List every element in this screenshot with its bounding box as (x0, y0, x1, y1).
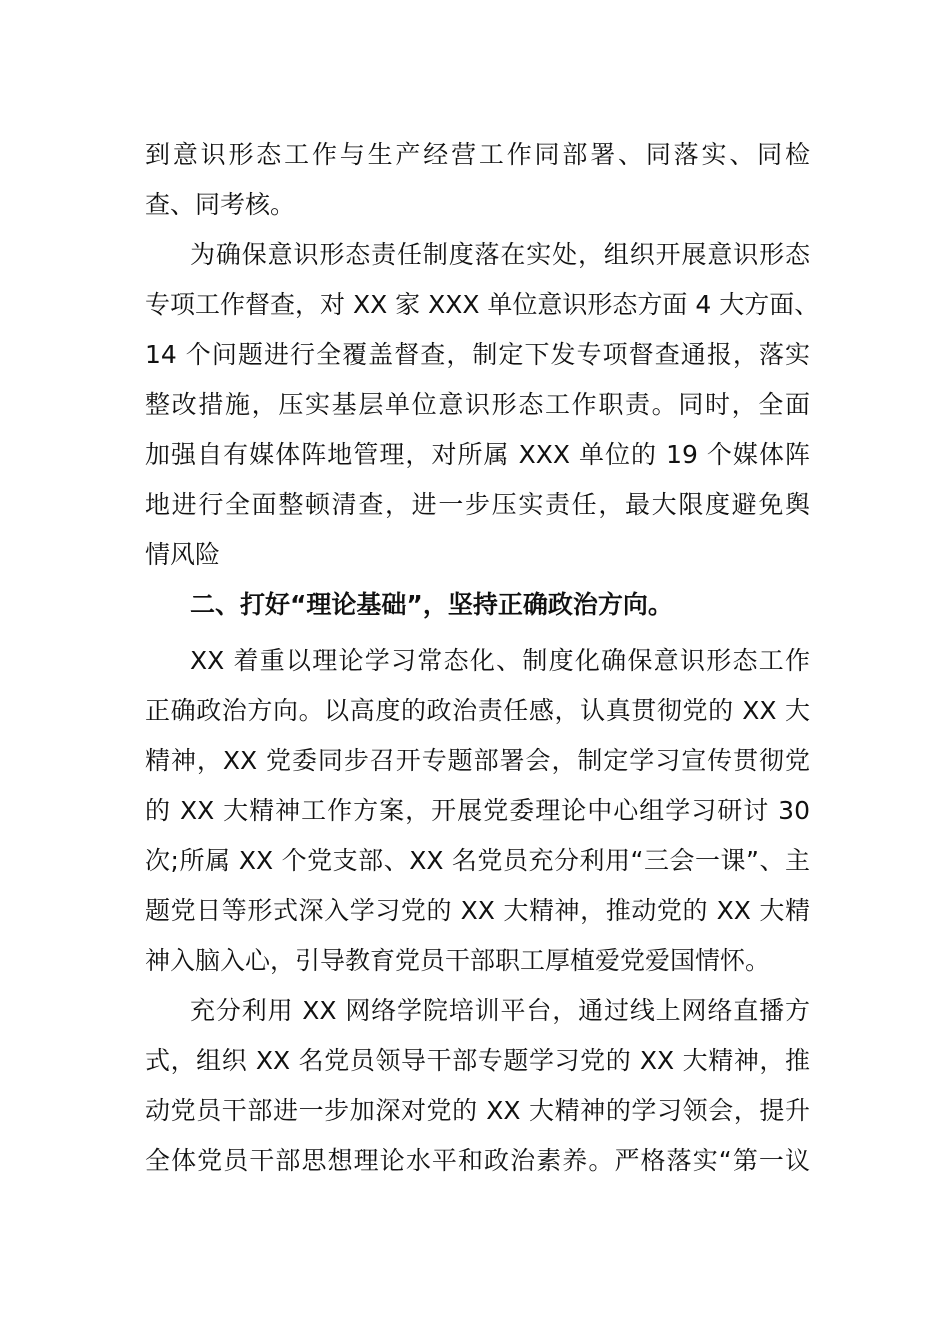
text-line: 精神，XX 党委同步召开专题部署会，制定学习宣传贯彻党 (145, 746, 810, 775)
text-line: 专项工作督查，对 XX 家 XXX 单位意识形态方面 4 大方面、 (145, 290, 820, 319)
text-line: 的 XX 大精神工作方案，开展党委理论中心组学习研讨 30 (145, 796, 810, 825)
text-line: 式，组织 XX 名党员领导干部专题学习党的 XX 大精神，推 (145, 1046, 810, 1075)
text-line: 全体党员干部思想理论水平和政治素养。严格落实“第一议 (145, 1146, 810, 1175)
text-line: 次;所属 XX 个党支部、XX 名党员充分利用“三会一课”、主 (145, 846, 810, 875)
text-line: 查、同考核。 (145, 190, 296, 219)
text-line: 神入脑入心，引导教育党员干部职工厚植爱党爱国情怀。 (145, 946, 771, 975)
paragraph-online-training (145, 986, 810, 1186)
text-line: 充分利用 XX 网络学院培训平台，通过线上网络直播方 (190, 996, 810, 1025)
text-line: 整改措施，压实基层单位意识形态工作职责。同时，全面 (145, 390, 810, 419)
section-heading (145, 580, 810, 630)
heading-text: 二、打好“理论基础”，坚持正确政治方向。 (190, 590, 673, 619)
text-line: 动党员干部进一步加深对党的 XX 大精神的学习领会，提升 (145, 1096, 810, 1125)
paragraph-theory-study (145, 636, 810, 986)
text-line: 地进行全面整顿清查，进一步压实责任，最大限度避免舆 (145, 490, 810, 519)
text-line: 正确政治方向。以高度的政治责任感，认真贯彻党的 XX 大 (145, 696, 810, 725)
text-line: 14 个问题进行全覆盖督查，制定下发专项督查通报，落实 (145, 340, 810, 369)
text-line: XX 着重以理论学习常态化、制度化确保意识形态工作 (190, 646, 810, 675)
text-line: 为确保意识形态责任制度落在实处，组织开展意识形态 (190, 240, 810, 269)
text-line: 情风险 (145, 540, 221, 569)
text-line: 题党日等形式深入学习党的 XX 大精神，推动党的 XX 大精 (145, 896, 810, 925)
text-line: 到意识形态工作与生产经营工作同部署、同落实、同检 (145, 140, 810, 169)
text-line: 加强自有媒体阵地管理，对所属 XXX 单位的 19 个媒体阵 (145, 440, 810, 469)
paragraph-continuation (145, 130, 810, 230)
paragraph-supervision (145, 230, 820, 580)
